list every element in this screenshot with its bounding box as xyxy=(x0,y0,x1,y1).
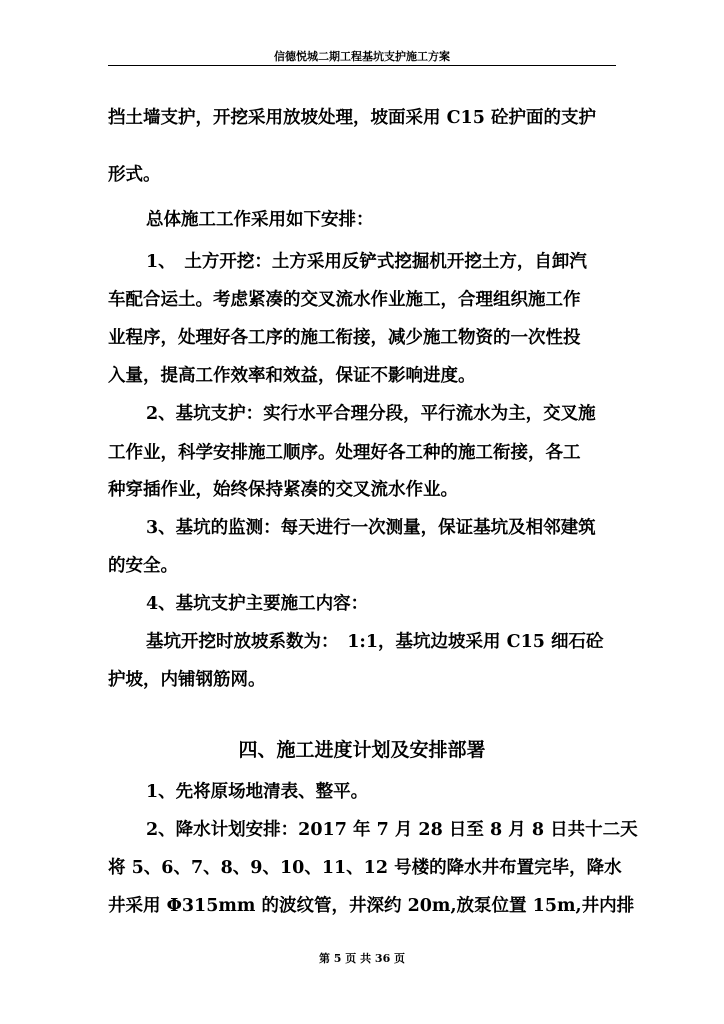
body-line: 2、降水计划安排：2017 年 7 月 28 日至 8 月 8 日共十二天 xyxy=(146,820,638,840)
running-header: 信德悦城二期工程基坑支护施工方案 xyxy=(274,50,450,63)
section-heading: 四、施工进度计划及安排部署 xyxy=(238,739,486,761)
body-line: 护坡，内铺钢筋网。 xyxy=(108,670,266,690)
body-line: 的安全。 xyxy=(108,556,178,576)
page-number: 第 5 页 共 36 页 xyxy=(318,952,406,965)
body-line: 挡土墙支护，开挖采用放坡处理，坡面采用 C15 砼护面的支护 xyxy=(108,108,596,128)
body-line: 4、基坑支护主要施工内容： xyxy=(146,594,369,614)
body-line: 形式。 xyxy=(108,165,161,185)
body-line: 业程序，处理好各工序的施工衔接，减少施工物资的一次性投 xyxy=(108,328,581,348)
body-line: 2、基坑支护：实行水平合理分段，平行流水为主，交叉施 xyxy=(146,404,596,424)
body-line: 入量，提高工作效率和效益，保证不影响进度。 xyxy=(108,366,476,386)
body-line: 1、 土方开挖：土方采用反铲式挖掘机开挖土方，自卸汽 xyxy=(146,252,587,272)
body-line: 将 5、6、7、8、9、10、11、12 号楼的降水井布置完毕，降水 xyxy=(108,858,622,878)
body-line: 3、基坑的监测：每天进行一次测量，保证基坑及相邻建筑 xyxy=(146,518,596,538)
body-line: 基坑开挖时放坡系数为： 1:1，基坑边坡采用 C15 细石砼 xyxy=(146,632,604,652)
body-line: 1、先将原场地清表、整平。 xyxy=(146,782,369,802)
body-line: 工作业，科学安排施工顺序。处理好各工种的施工衔接，各工 xyxy=(108,443,581,463)
body-line: 种穿插作业，始终保持紧凑的交叉流水作业。 xyxy=(108,480,458,500)
header-rule xyxy=(108,65,616,66)
body-line: 总体施工工作采用如下安排： xyxy=(146,210,374,230)
body-line: 车配合运土。考虑紧凑的交叉流水作业施工，合理组织施工作 xyxy=(108,290,581,310)
body-line: 井采用 Φ315mm 的波纹管，井深约 20m,放泵位置 15m,井内排 xyxy=(108,896,635,916)
